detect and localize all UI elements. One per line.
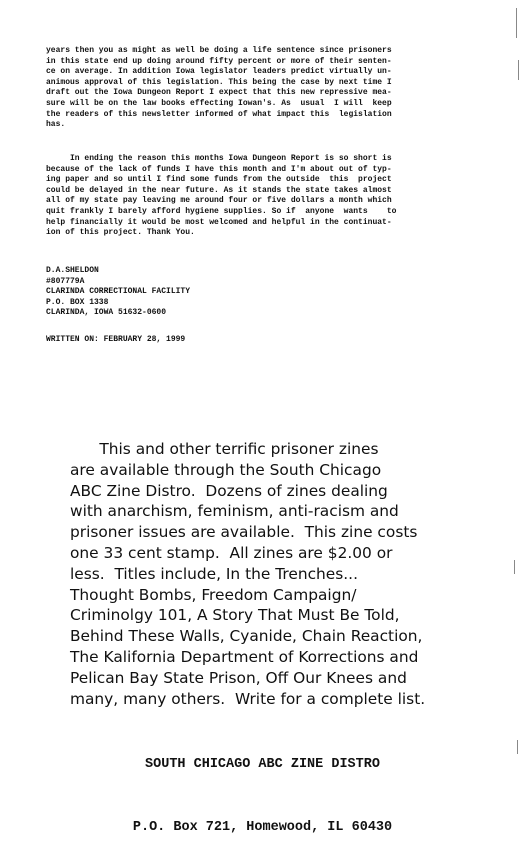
body-paragraph-1: years then you as might as well be doing a life sentence since prisoners in this state end up doing around fifty percent or more of their senten- ce on average. In addition Iowa legislator leaders predict virtually un- animous approval of this legislation. This being the case by next time I draft out the Iowa Dungeon Report I expect that this new repressive mea- sure will be on the law books effecting Iowan's. As usual I will keep the readers of this newsletter informed of what impact this legislation has. [46,46,392,130]
body-paragraph-2: In ending the reason this months Iowa Dungeon Report is so short is because of the lack of funds I have this month and I'm about out of typ- ing paper and so until I find some funds from the outside this project could be delayed in the near future. As it stands the state takes almost all of my state pay leaving me around four or five dollars a month which quit frankly I barely afford hygiene supplies. So if anyone wants to help financially it would be most welcomed and helpful in the continuat- ion of this project. Thank You. [46,154,397,238]
author-address: D.A.SHELDON #807779A CLARINDA CORRECTIONAL FACILITY P.O. BOX 1338 CLARINDA, IOWA 51632-0600 [46,266,191,318]
distro-footer [0,712,525,859]
zine-distro-promo: This and other terrific prisoner zines are available through the South Chicago ABC Zine Distro. Dozens of zines dealing with anarchism, feminism, anti-racism and prisoner issues are available. This zine costs one 33 cent stamp. All zines are $2.00 or less. Titles include, In the Trenches... Thought Bombs, Freedom Campaign/ Criminolgy 101, A Story That Must Be Told, Behind These Walls, Cyanide, Chain Reaction, The Kalifornia Department of Korrections and Pelican Bay State Prison, Off Our Knees and many, many others. Write for a complete list. [70,440,426,708]
distro-address: P.O. Box 721, Homewood, IL 60430 [132,820,393,835]
distro-name: SOUTH CHICAGO ABC ZINE DISTRO [145,757,380,772]
scan-edge-mark [518,60,519,80]
scan-edge-mark [514,560,515,574]
scan-edge-mark [517,740,518,754]
written-on-date: WRITTEN ON: FEBRUARY 28, 1999 [46,335,186,344]
scan-edge-mark [516,8,517,38]
